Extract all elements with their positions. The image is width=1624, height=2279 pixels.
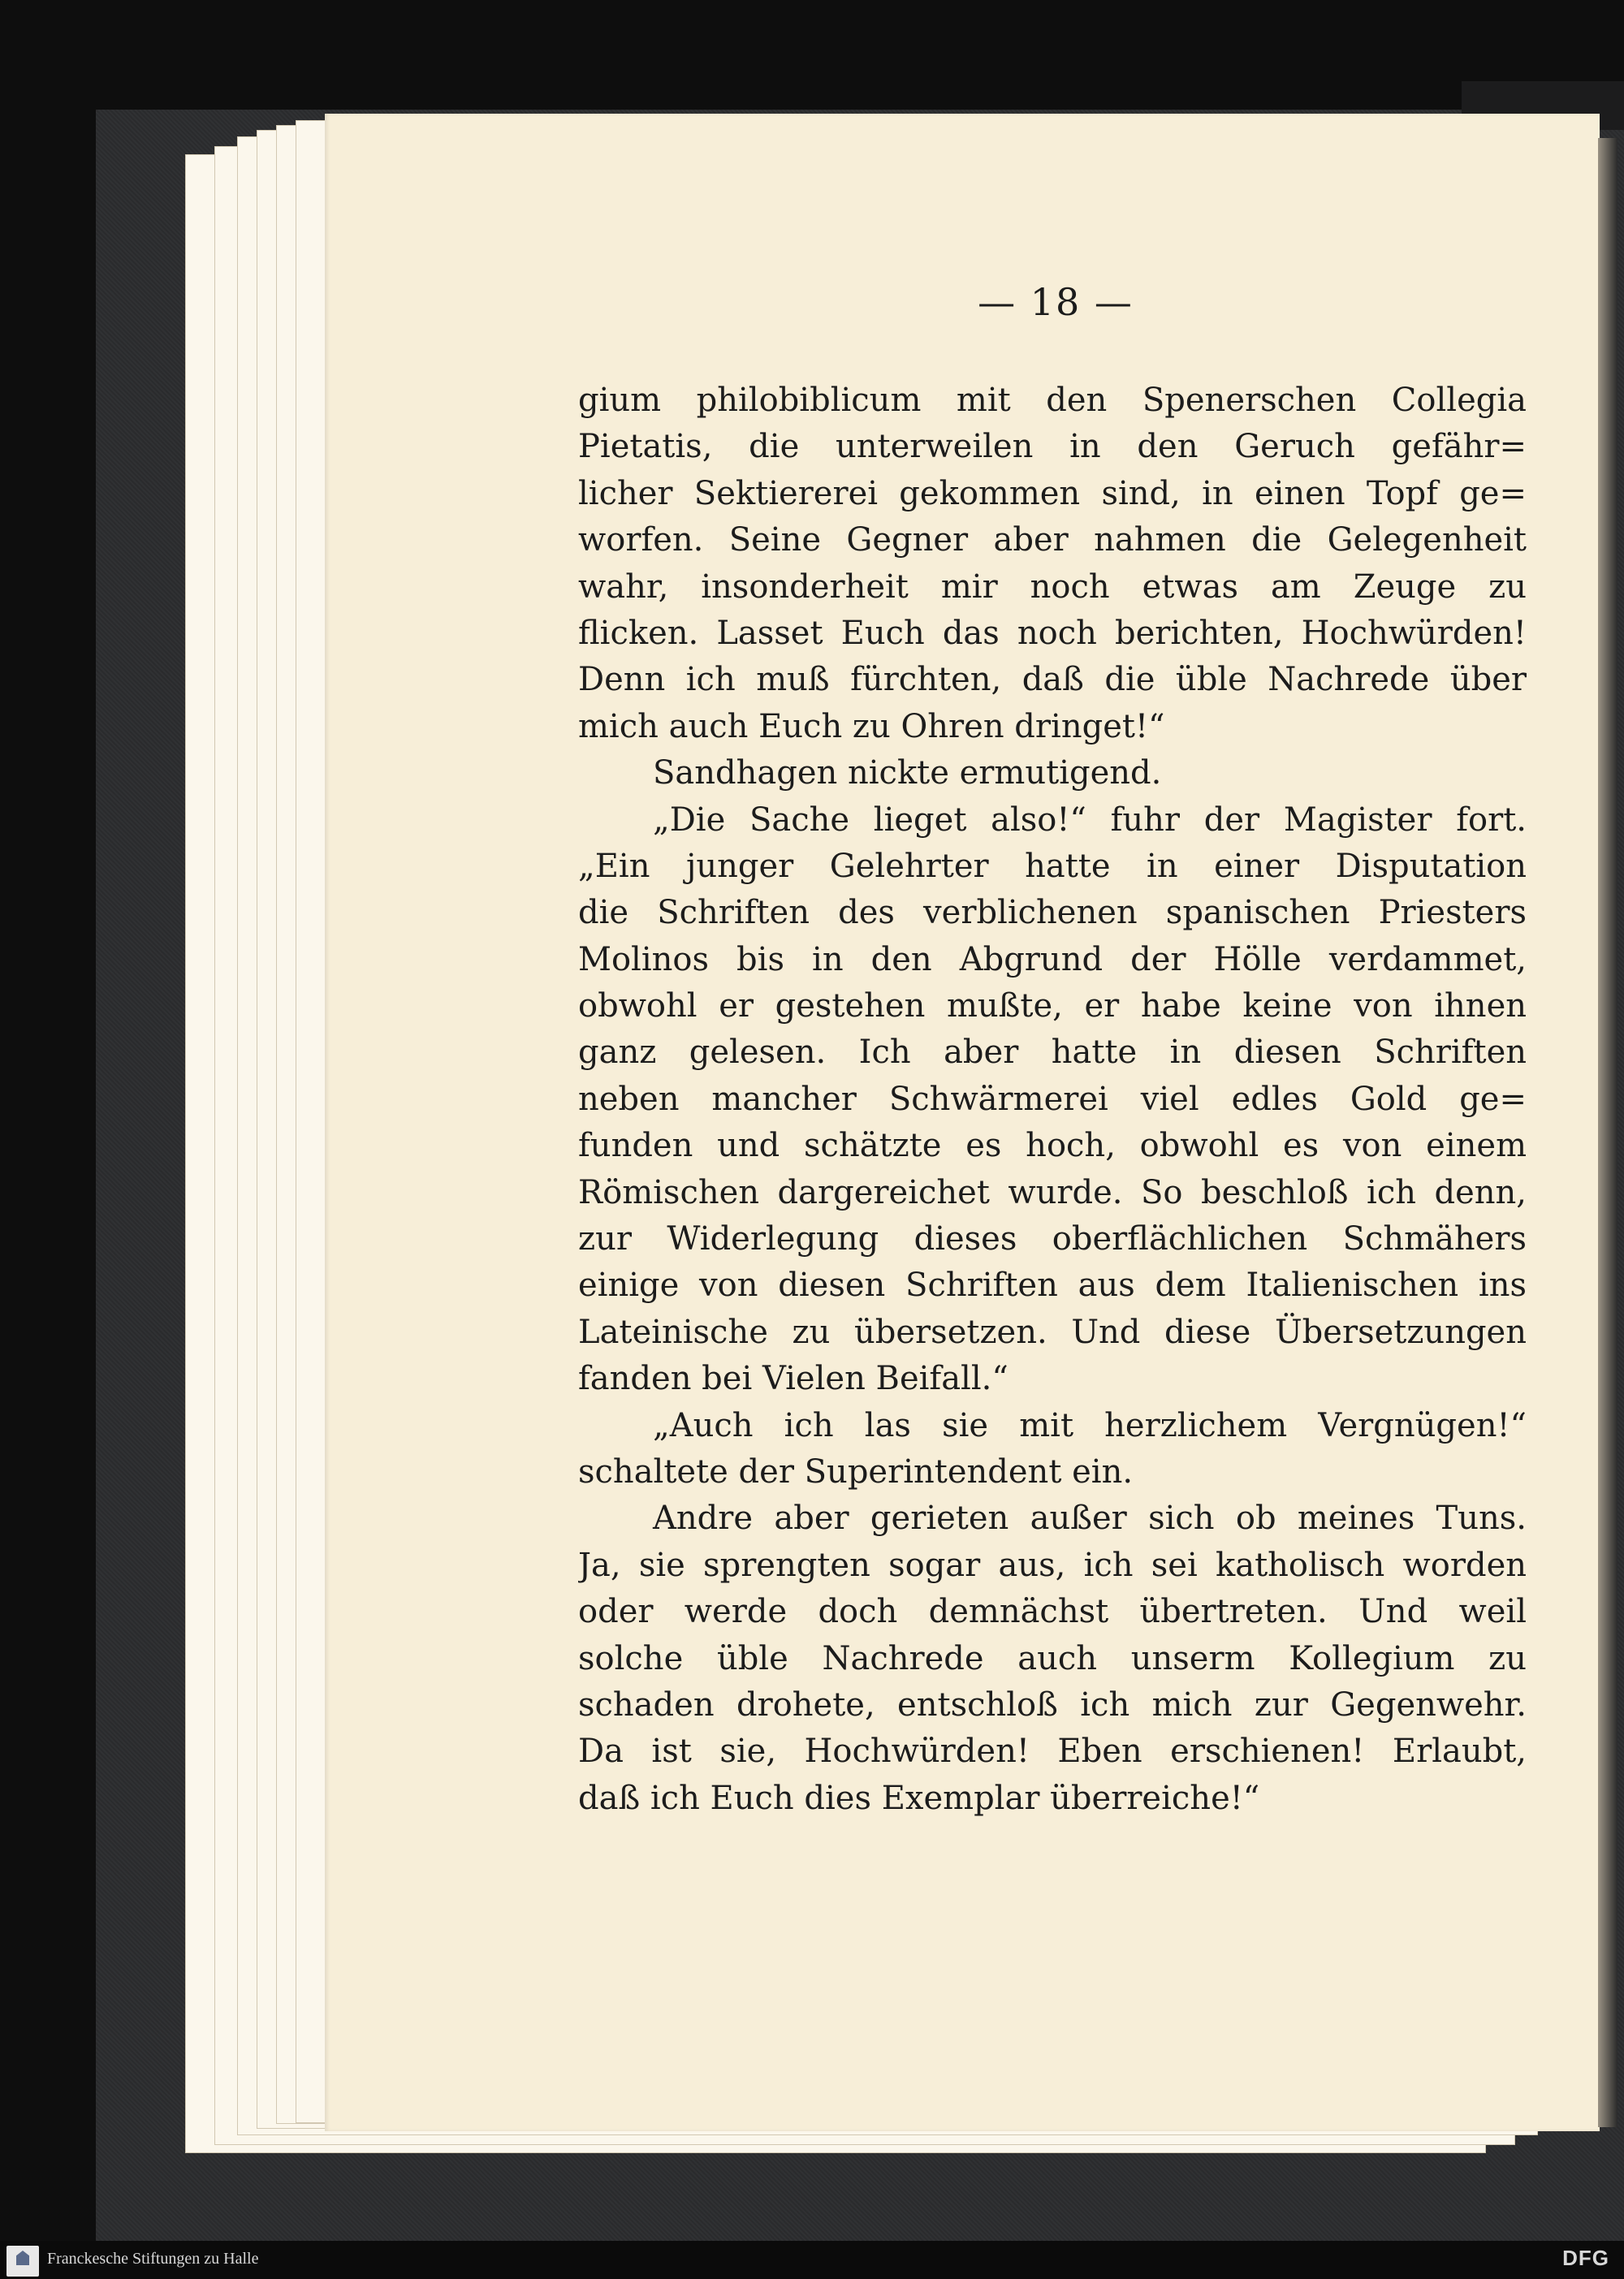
text-line: fanden bei Vielen Beifall.“ [578, 1360, 1009, 1398]
text-line: daß ich Euch dies Exemplar überreiche!“ [578, 1779, 1260, 1817]
text-line: worfen. Seine Gegner aber nahmen die Gelegenheit [578, 521, 1527, 559]
institution-logo-icon [6, 2246, 39, 2277]
text-line: oder werde doch demnächst übertreten. Und weil [578, 1593, 1527, 1631]
text-line: Lateinische zu übersetzen. Und diese Übersetzungen [578, 1313, 1527, 1351]
page-number: — 18 — [978, 280, 1134, 324]
dfg-badge: DFG [1562, 2246, 1609, 2270]
text-line: Römischen dargereichet wurde. So beschloß ich denn, [578, 1173, 1527, 1211]
text-line: obwohl er gestehen mußte, er habe keine von ihnen [578, 987, 1527, 1025]
text-line: neben mancher Schwärmerei viel edles Gold ge= [578, 1080, 1527, 1118]
text-line: die Schriften des verblichenen spanischen Priesters [578, 894, 1527, 932]
text-line: Sandhagen nickte ermutigend. [653, 754, 1162, 792]
text-line: Pietatis, die unterweilen in den Geruch gefähr= [578, 428, 1527, 466]
text-line: „Ein junger Gelehrter hatte in einer Disputation [578, 847, 1527, 885]
text-line: wahr, insonderheit mir noch etwas am Zeuge zu [578, 568, 1527, 606]
text-line: Denn ich muß fürchten, daß die üble Nachrede über [578, 661, 1527, 699]
text-line: Da ist sie, Hochwürden! Eben erschienen! Erlaubt, [578, 1733, 1527, 1771]
text-line: „Die Sache lieget also!“ fuhr der Magister fort. [653, 801, 1527, 839]
text-line: zur Widerlegung dieses oberflächlichen Schmähers [578, 1220, 1527, 1258]
text-line: schaden drohete, entschloß ich mich zur Gegenwehr. [578, 1686, 1527, 1724]
body-text [578, 378, 1527, 1822]
institution-name: Franckesche Stiftungen zu Halle [47, 2250, 259, 2268]
text-line: flicken. Lasset Euch das noch berichten, Hochwürden! [578, 614, 1527, 652]
text-line: solche üble Nachrede auch unserm Kollegium zu [578, 1639, 1527, 1677]
text-line: Ja, sie sprengten sogar aus, ich sei katholisch worden [578, 1546, 1527, 1584]
text-line: schaltete der Superintendent ein. [578, 1452, 1134, 1491]
book-spine [1598, 138, 1618, 2127]
text-line: gium philobiblicum mit den Spenerschen Collegia [578, 382, 1527, 419]
text-line: Molinos bis in den Abgrund der Hölle verdammet, [578, 940, 1527, 978]
text-line: Andre aber gerieten außer sich ob meines Tuns. [653, 1500, 1527, 1538]
text-line: mich auch Euch zu Ohren dringet!“ [578, 707, 1165, 745]
text-line: funden und schätzte es hoch, obwohl es von einem [578, 1127, 1527, 1165]
text-line: einige von diesen Schriften aus dem Italienischen ins [578, 1267, 1527, 1305]
text-line: ganz gelesen. Ich aber hatte in diesen Schriften [578, 1034, 1527, 1072]
text-line: „Auch ich las sie mit herzlichem Vergnügen!“ [653, 1406, 1527, 1444]
text-line: licher Sektiererei gekommen sind, in einen Topf ge= [578, 474, 1527, 512]
